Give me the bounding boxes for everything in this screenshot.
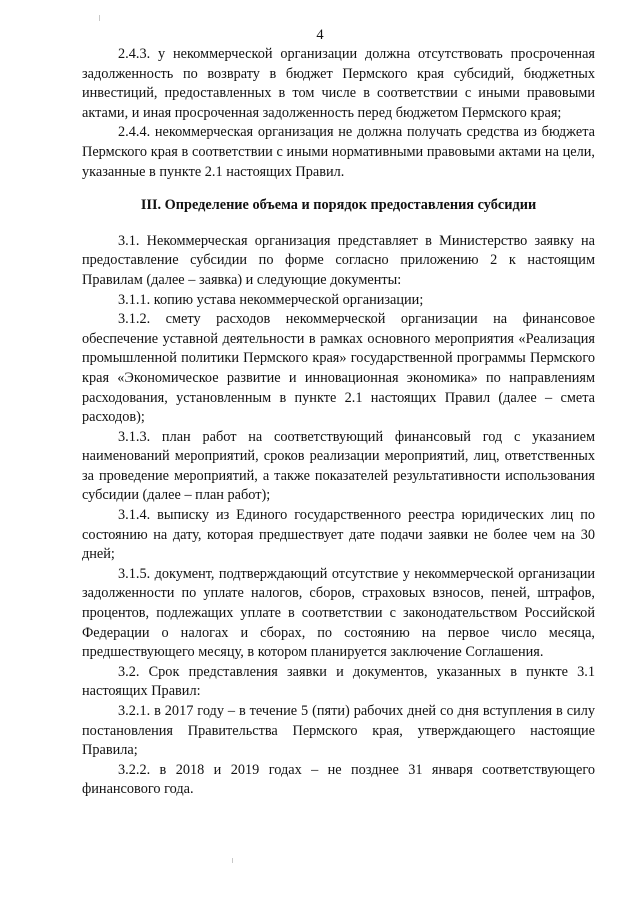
section-heading: III. Определение объема и порядок предоставления субсидии <box>140 197 537 214</box>
document-body <box>82 45 595 800</box>
paragraph-3-1-2: 3.1.2. смету расходов некоммерческой организации на финансовое обеспечение уставной деятельности в рамках основного мероприятия «Реализация промышленной политики Пермского края» государственной программы Пермского края «Экономическое развитие и инновационная экономика» по направлениям расходования, установленным в пункте 2.1 настоящих Правил (далее – смета расходов); <box>82 311 595 426</box>
paragraph-3-1-3: 3.1.3. план работ на соответствующий финансовый год с указанием наименований мероприятий, сроков реализации мероприятий, лиц, ответственных за проведение мероприятий, а также показателей результативности использования субсидии (далее – план работ); <box>82 428 595 504</box>
paragraph-3-1: 3.1. Некоммерческая организация представляет в Министерство заявку на предоставление субсидии по форме согласно приложению 2 к настоящим Правилам (далее – заявка) и следующие документы: <box>82 232 595 288</box>
paragraph-2-4-4: 2.4.4. некоммерческая организация не должна получать средства из бюджета Пермского края в соответствии с иными нормативными правовыми актами на цели, указанные в пункте 2.1 настоящих Правил. <box>82 124 595 180</box>
paragraph-3-1-5: 3.1.5. документ, подтверждающий отсутствие у некоммерческой организации задолженности по уплате налогов, сборов, страховых взносов, пеней, штрафов, процентов, подлежащих уплате в соответствии с законодательством Российской Федерации о налогах и сборах, по состоянию на первое число месяца, предшествующего месяцу, в котором планируется заключение Соглашения. <box>82 565 595 661</box>
scan-mark-bottom <box>232 858 233 863</box>
paragraph-3-2-2: 3.2.2. в 2018 и 2019 годах – не позднее 31 января соответствующего финансового года. <box>82 761 595 798</box>
paragraph-3-2: 3.2. Срок представления заявки и документов, указанных в пункте 3.1 настоящих Правил: <box>82 663 595 700</box>
paragraph-2-4-3: 2.4.3. у некоммерческой организации должна отсутствовать просроченная задолженность по возврату в бюджет Пермского края субсидий, бюджетных инвестиций, предоставленных в том числе в соответствии с иными правовыми актами, и иная просроченная задолженность перед бюджетом Пермского края; <box>82 46 595 121</box>
scan-mark-top <box>99 15 100 21</box>
paragraph-3-1-4: 3.1.4. выписку из Единого государственного реестра юридических лиц по состоянию на дату, которая предшествует дате подачи заявки не более чем на 30 дней; <box>82 507 595 563</box>
paragraph-3-2-1: 3.2.1. в 2017 году – в течение 5 (пяти) рабочих дней со дня вступления в силу постановления Правительства Пермского края, утверждающего настоящие Правила; <box>82 703 595 759</box>
paragraph-3-1-1: 3.1.1. копию устава некоммерческой организации; <box>118 291 424 308</box>
page-number: 4 <box>316 27 324 43</box>
